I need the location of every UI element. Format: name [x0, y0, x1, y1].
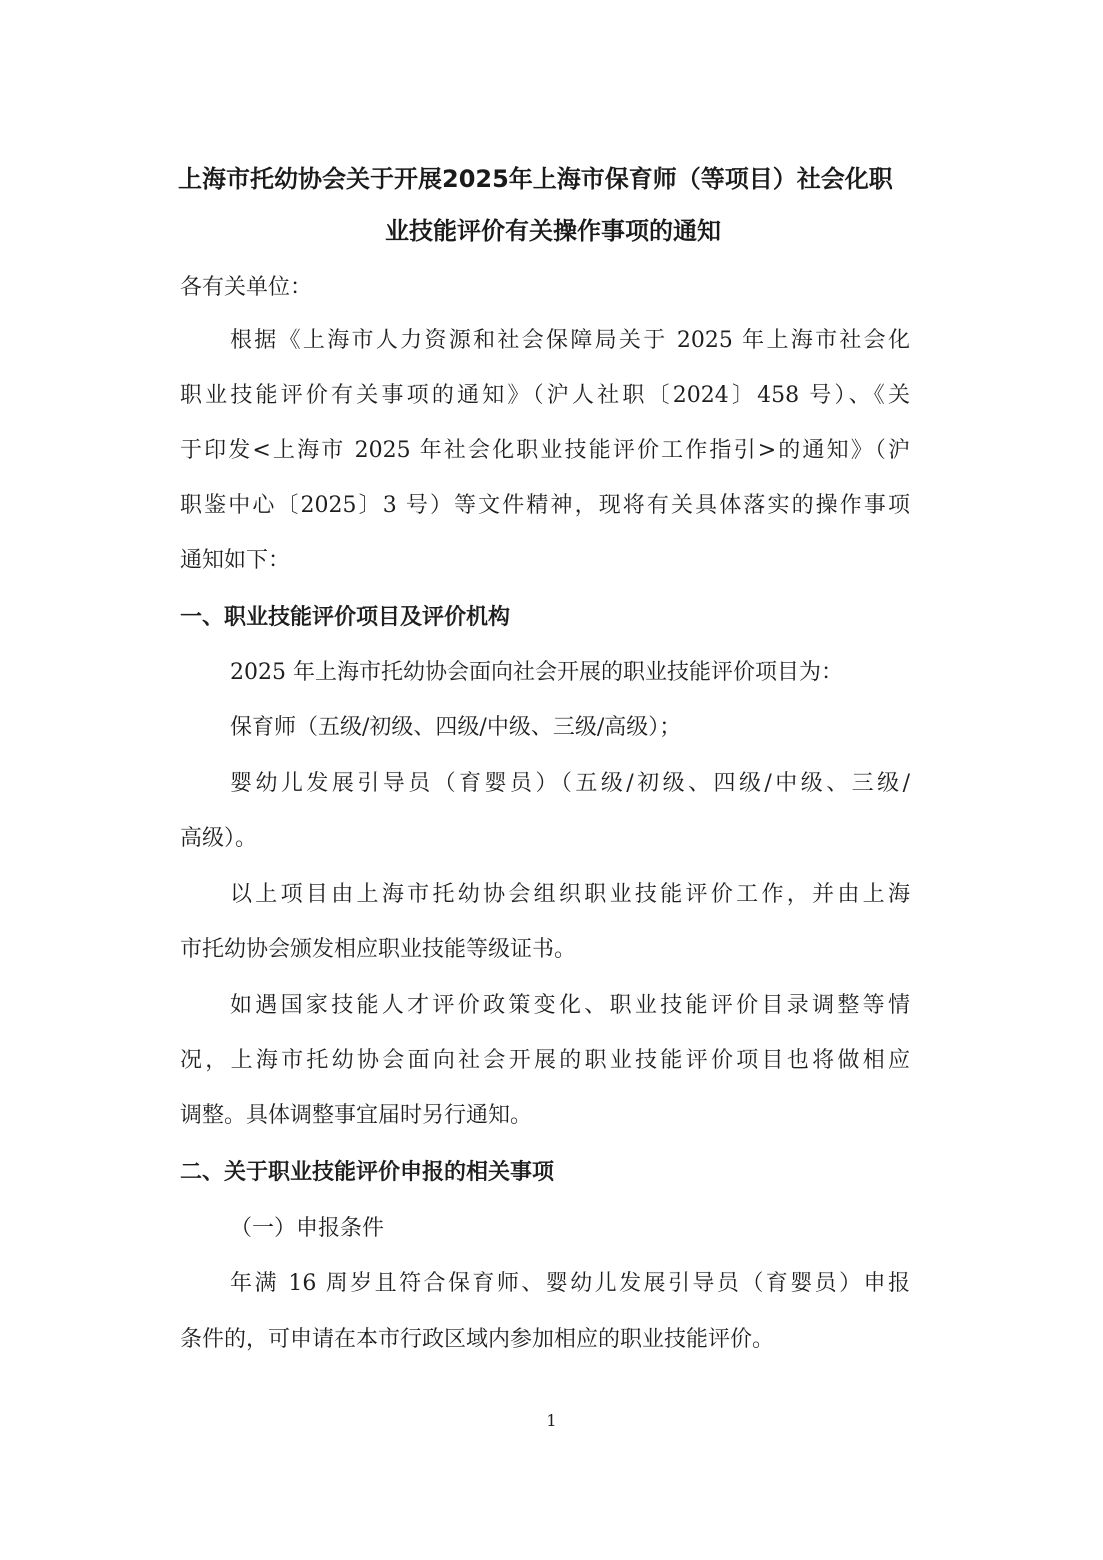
intro-line: 通知如下： — [180, 548, 291, 573]
document-title-line-1: 上海市托幼协会关于开展2025年上海市保育师（等项目）社会化职 — [178, 165, 893, 193]
intro-line: 职业技能评价有关事项的通知》（沪人社职〔2024〕458 号）、《关 — [180, 383, 910, 408]
intro-line: 于印发<上海市 2025 年社会化职业技能评价工作指引>的通知》（沪 — [180, 438, 910, 463]
section-2-line: 年满 16 周岁且符合保育师、婴幼儿发展引导员（育婴员）申报 — [230, 1271, 910, 1296]
section-1-line: 市托幼协会颁发相应职业技能等级证书。 — [180, 937, 577, 962]
section-2-line: 条件的，可申请在本市行政区域内参加相应的职业技能评价。 — [180, 1327, 775, 1352]
section-2-subheading: （一）申报条件 — [230, 1216, 385, 1241]
section-1-line: 2025 年上海市托幼协会面向社会开展的职业技能评价项目为： — [230, 660, 843, 685]
section-1-heading: 一、职业技能评价项目及评价机构 — [180, 605, 511, 630]
intro-line: 根据《上海市人力资源和社会保障局关于 2025 年上海市社会化 — [230, 328, 910, 353]
section-1-line: 如遇国家技能人才评价政策变化、职业技能评价目录调整等情 — [230, 993, 910, 1018]
intro-line: 职鉴中心〔2025〕3 号）等文件精神，现将有关具体落实的操作事项 — [180, 493, 910, 518]
document-title-line-2: 业技能评价有关操作事项的通知 — [385, 217, 721, 245]
section-1-line: 况，上海市托幼协会面向社会开展的职业技能评价项目也将做相应 — [180, 1048, 910, 1073]
section-2-heading: 二、关于职业技能评价申报的相关事项 — [180, 1160, 555, 1185]
section-1-line: 高级）。 — [180, 826, 258, 851]
page-number: 1 — [546, 1411, 557, 1430]
section-1-line: 以上项目由上海市托幼协会组织职业技能评价工作，并由上海 — [230, 882, 910, 907]
section-1-line: 婴幼儿发展引导员（育婴员）（五级/初级、四级/中级、三级/ — [230, 771, 910, 796]
section-1-line: 调整。具体调整事宜届时另行通知。 — [180, 1103, 533, 1128]
salutation: 各有关单位： — [180, 275, 313, 300]
section-1-line: 保育师（五级/初级、四级/中级、三级/高级）； — [230, 715, 682, 740]
